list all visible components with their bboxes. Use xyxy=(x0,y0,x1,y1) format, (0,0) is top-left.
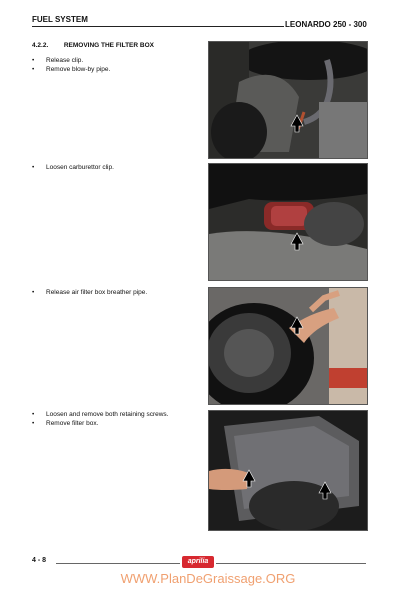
footer-rule-right xyxy=(216,563,366,564)
step-2-bullets xyxy=(32,163,114,172)
photo-carburettor-clip xyxy=(208,163,368,281)
photo-breather-pipe xyxy=(208,287,368,405)
page-number: 4 - 8 xyxy=(32,557,47,564)
bullet-item: • Release clip. xyxy=(32,57,84,64)
header-model: LEONARDO 250 - 300 xyxy=(285,20,367,29)
header-section-title: FUEL SYSTEM xyxy=(32,15,88,24)
watermark: WWW.PlanDeGraissage.ORG xyxy=(120,571,296,586)
step-1-bullets xyxy=(32,56,110,74)
footer-rule-left xyxy=(56,563,180,564)
photo-filter-box xyxy=(208,410,368,531)
bullet-item: • Remove blow-by pipe. xyxy=(32,66,111,73)
header-rule xyxy=(32,26,284,27)
bullet-item: • Loosen and remove both retaining screws. xyxy=(32,411,169,418)
section-heading xyxy=(32,42,154,49)
photo-blow-by-pipe xyxy=(208,41,368,159)
bullet-item: • Loosen carburettor clip. xyxy=(32,164,114,171)
section-number: 4.2.2. xyxy=(32,42,49,49)
step-3-bullets xyxy=(32,288,147,297)
bullet-item: • Release air filter box breather pipe. xyxy=(32,289,148,296)
aprilia-logo: aprilia xyxy=(182,556,214,568)
step-4-bullets xyxy=(32,410,169,428)
section-title: REMOVING THE FILTER BOX xyxy=(63,42,154,49)
bullet-item: • Remove filter box. xyxy=(32,420,99,427)
